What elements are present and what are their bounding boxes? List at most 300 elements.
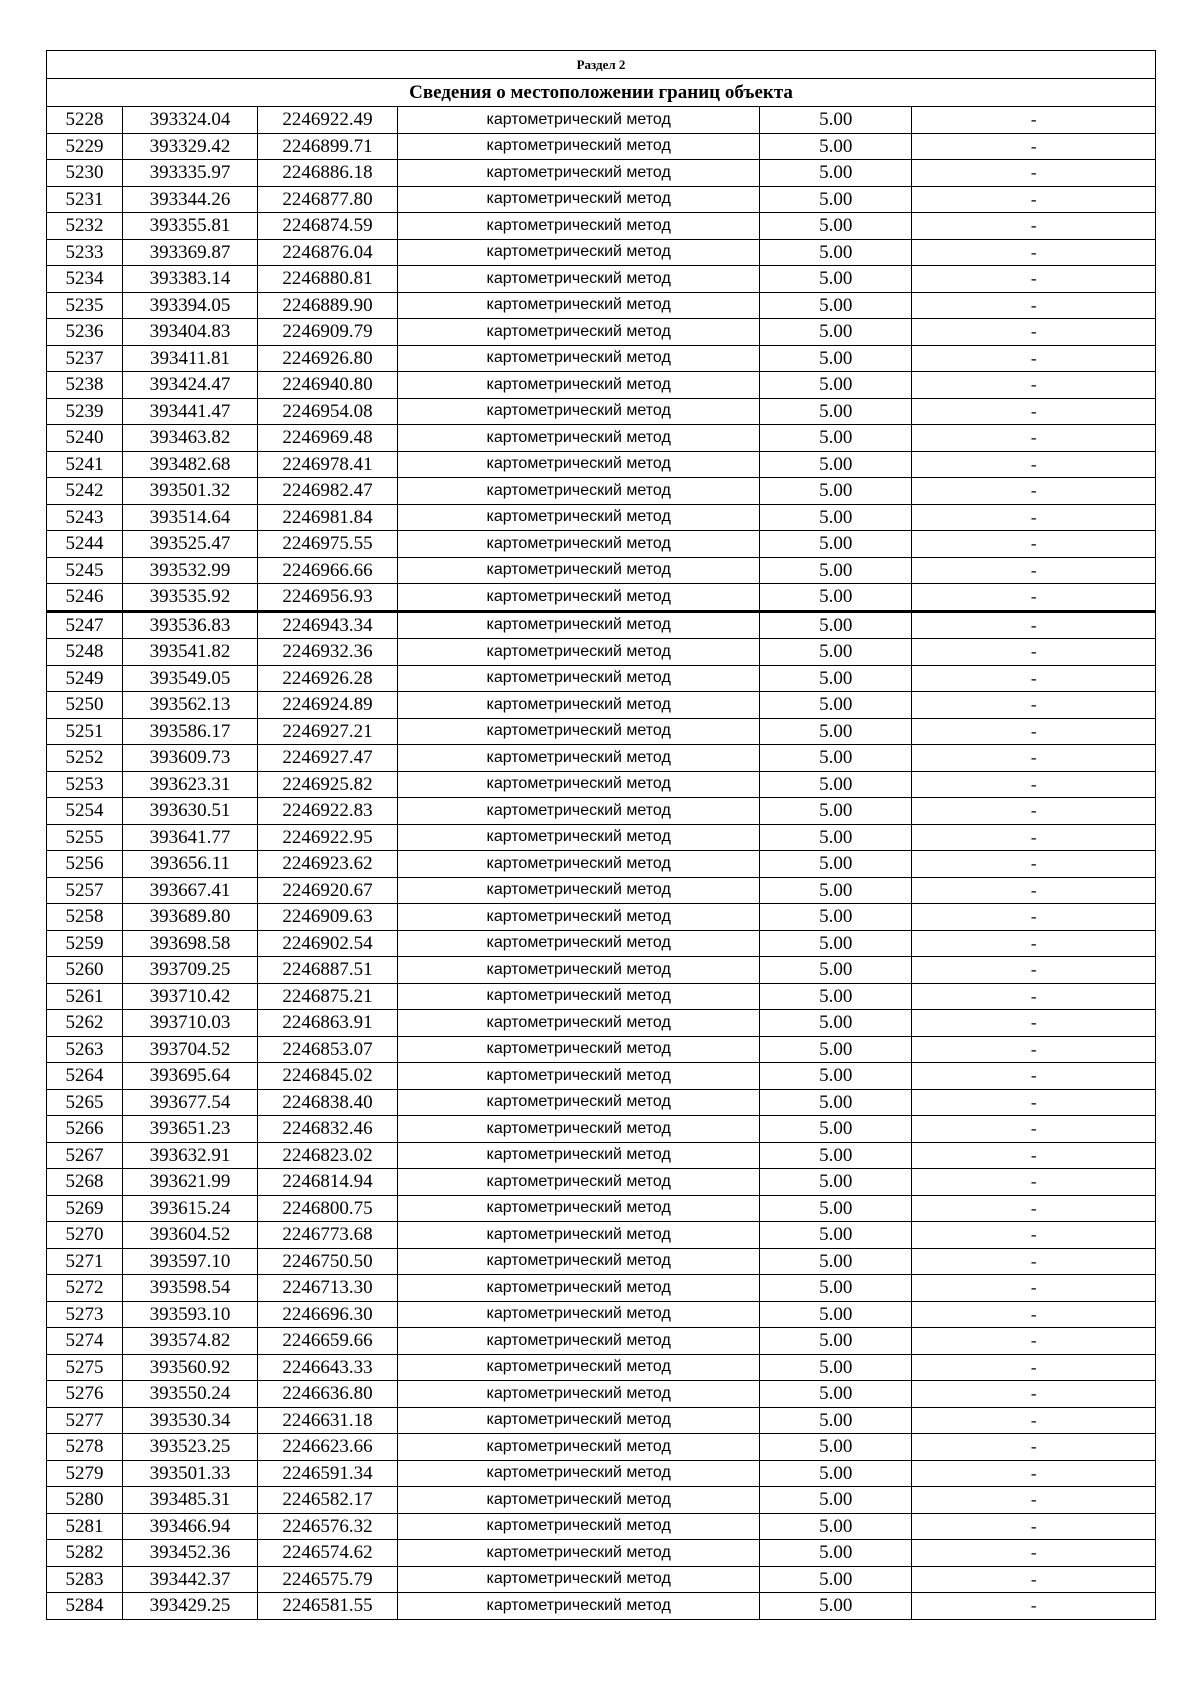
accuracy-cell: 5.00 xyxy=(760,584,912,612)
coord-y-cell: 2246969.48 xyxy=(257,425,397,452)
table-row xyxy=(47,611,1156,639)
table-row xyxy=(47,1328,1156,1355)
table-title: Сведения о местоположении границ объекта xyxy=(47,79,1156,107)
table-row xyxy=(47,133,1156,160)
method-cell: картометрический метод xyxy=(398,266,760,293)
table-row xyxy=(47,1487,1156,1514)
accuracy-cell: 5.00 xyxy=(760,319,912,346)
description-cell: - xyxy=(912,1169,1156,1196)
description-cell: - xyxy=(912,904,1156,931)
method-cell: картометрический метод xyxy=(398,1248,760,1275)
point-number-cell: 5268 xyxy=(47,1169,123,1196)
description-cell: - xyxy=(912,877,1156,904)
coord-y-cell: 2246773.68 xyxy=(257,1222,397,1249)
coord-y-cell: 2246923.62 xyxy=(257,851,397,878)
coord-y-cell: 2246978.41 xyxy=(257,451,397,478)
accuracy-cell: 5.00 xyxy=(760,266,912,293)
description-cell: - xyxy=(912,957,1156,984)
method-cell: картометрический метод xyxy=(398,1116,760,1143)
coord-y-cell: 2246574.62 xyxy=(257,1540,397,1567)
description-cell: - xyxy=(912,133,1156,160)
table-row xyxy=(47,160,1156,187)
point-number-cell: 5259 xyxy=(47,930,123,957)
method-cell: картометрический метод xyxy=(398,639,760,666)
point-number-cell: 5237 xyxy=(47,345,123,372)
accuracy-cell: 5.00 xyxy=(760,1248,912,1275)
table-row xyxy=(47,1036,1156,1063)
point-number-cell: 5257 xyxy=(47,877,123,904)
accuracy-cell: 5.00 xyxy=(760,1407,912,1434)
accuracy-cell: 5.00 xyxy=(760,107,912,134)
coord-x-cell: 393452.36 xyxy=(123,1540,258,1567)
table-row xyxy=(47,213,1156,240)
table-row xyxy=(47,345,1156,372)
method-cell: картометрический метод xyxy=(398,1222,760,1249)
coord-x-cell: 393501.32 xyxy=(123,478,258,505)
table-row xyxy=(47,1354,1156,1381)
point-number-cell: 5236 xyxy=(47,319,123,346)
table-row xyxy=(47,851,1156,878)
description-cell: - xyxy=(912,1142,1156,1169)
accuracy-cell: 5.00 xyxy=(760,718,912,745)
point-number-cell: 5234 xyxy=(47,266,123,293)
method-cell: картометрический метод xyxy=(398,692,760,719)
method-cell: картометрический метод xyxy=(398,504,760,531)
point-number-cell: 5278 xyxy=(47,1434,123,1461)
coord-x-cell: 393411.81 xyxy=(123,345,258,372)
coord-x-cell: 393550.24 xyxy=(123,1381,258,1408)
table-row xyxy=(47,1407,1156,1434)
point-number-cell: 5243 xyxy=(47,504,123,531)
method-cell: картометрический метод xyxy=(398,1010,760,1037)
method-cell: картометрический метод xyxy=(398,1089,760,1116)
accuracy-cell: 5.00 xyxy=(760,1222,912,1249)
table-row xyxy=(47,239,1156,266)
description-cell: - xyxy=(912,107,1156,134)
coord-y-cell: 2246823.02 xyxy=(257,1142,397,1169)
accuracy-cell: 5.00 xyxy=(760,957,912,984)
coord-x-cell: 393394.05 xyxy=(123,292,258,319)
coord-x-cell: 393609.73 xyxy=(123,745,258,772)
coord-y-cell: 2246659.66 xyxy=(257,1328,397,1355)
coord-x-cell: 393593.10 xyxy=(123,1301,258,1328)
method-cell: картометрический метод xyxy=(398,531,760,558)
accuracy-cell: 5.00 xyxy=(760,1381,912,1408)
description-cell: - xyxy=(912,665,1156,692)
coord-y-cell: 2246940.80 xyxy=(257,372,397,399)
method-cell: картометрический метод xyxy=(398,1513,760,1540)
coord-y-cell: 2246876.04 xyxy=(257,239,397,266)
method-cell: картометрический метод xyxy=(398,957,760,984)
method-cell: картометрический метод xyxy=(398,1036,760,1063)
table-row xyxy=(47,983,1156,1010)
description-cell: - xyxy=(912,1513,1156,1540)
table-row xyxy=(47,319,1156,346)
coord-y-cell: 2246922.49 xyxy=(257,107,397,134)
table-row xyxy=(47,718,1156,745)
point-number-cell: 5262 xyxy=(47,1010,123,1037)
table-row xyxy=(47,824,1156,851)
table-row xyxy=(47,1381,1156,1408)
table-row xyxy=(47,1195,1156,1222)
method-cell: картометрический метод xyxy=(398,319,760,346)
point-number-cell: 5249 xyxy=(47,665,123,692)
description-cell: - xyxy=(912,451,1156,478)
accuracy-cell: 5.00 xyxy=(760,1195,912,1222)
method-cell: картометрический метод xyxy=(398,1566,760,1593)
point-number-cell: 5239 xyxy=(47,398,123,425)
table-row xyxy=(47,557,1156,584)
coord-y-cell: 2246750.50 xyxy=(257,1248,397,1275)
point-number-cell: 5248 xyxy=(47,639,123,666)
point-number-cell: 5229 xyxy=(47,133,123,160)
point-number-cell: 5260 xyxy=(47,957,123,984)
coord-x-cell: 393574.82 xyxy=(123,1328,258,1355)
coord-y-cell: 2246863.91 xyxy=(257,1010,397,1037)
coord-y-cell: 2246902.54 xyxy=(257,930,397,957)
table-row xyxy=(47,451,1156,478)
description-cell: - xyxy=(912,1195,1156,1222)
accuracy-cell: 5.00 xyxy=(760,478,912,505)
table-row xyxy=(47,372,1156,399)
coord-x-cell: 393689.80 xyxy=(123,904,258,931)
point-number-cell: 5240 xyxy=(47,425,123,452)
method-cell: картометрический метод xyxy=(398,1434,760,1461)
description-cell: - xyxy=(912,771,1156,798)
coord-y-cell: 2246981.84 xyxy=(257,504,397,531)
coord-x-cell: 393667.41 xyxy=(123,877,258,904)
accuracy-cell: 5.00 xyxy=(760,1513,912,1540)
point-number-cell: 5244 xyxy=(47,531,123,558)
section-header-row xyxy=(47,51,1156,79)
method-cell: картометрический метод xyxy=(398,557,760,584)
method-cell: картометрический метод xyxy=(398,930,760,957)
coord-y-cell: 2246832.46 xyxy=(257,1116,397,1143)
point-number-cell: 5233 xyxy=(47,239,123,266)
coord-x-cell: 393630.51 xyxy=(123,798,258,825)
point-number-cell: 5273 xyxy=(47,1301,123,1328)
coord-y-cell: 2246975.55 xyxy=(257,531,397,558)
accuracy-cell: 5.00 xyxy=(760,160,912,187)
method-cell: картометрический метод xyxy=(398,1540,760,1567)
description-cell: - xyxy=(912,1460,1156,1487)
description-cell: - xyxy=(912,1248,1156,1275)
accuracy-cell: 5.00 xyxy=(760,1434,912,1461)
description-cell: - xyxy=(912,639,1156,666)
method-cell: картометрический метод xyxy=(398,1169,760,1196)
coord-x-cell: 393514.64 xyxy=(123,504,258,531)
table-row xyxy=(47,665,1156,692)
table-row xyxy=(47,478,1156,505)
description-cell: - xyxy=(912,1089,1156,1116)
section-label: Раздел 2 xyxy=(47,51,1156,79)
method-cell: картометрический метод xyxy=(398,983,760,1010)
coord-x-cell: 393560.92 xyxy=(123,1354,258,1381)
coord-y-cell: 2246943.34 xyxy=(257,611,397,639)
method-cell: картометрический метод xyxy=(398,1354,760,1381)
coord-y-cell: 2246926.80 xyxy=(257,345,397,372)
accuracy-cell: 5.00 xyxy=(760,398,912,425)
method-cell: картометрический метод xyxy=(398,718,760,745)
coord-y-cell: 2246631.18 xyxy=(257,1407,397,1434)
description-cell: - xyxy=(912,345,1156,372)
description-cell: - xyxy=(912,531,1156,558)
table-row xyxy=(47,186,1156,213)
point-number-cell: 5261 xyxy=(47,983,123,1010)
coord-x-cell: 393597.10 xyxy=(123,1248,258,1275)
accuracy-cell: 5.00 xyxy=(760,1142,912,1169)
point-number-cell: 5271 xyxy=(47,1248,123,1275)
coord-y-cell: 2246887.51 xyxy=(257,957,397,984)
coord-y-cell: 2246924.89 xyxy=(257,692,397,719)
method-cell: картометрический метод xyxy=(398,1063,760,1090)
coord-y-cell: 2246877.80 xyxy=(257,186,397,213)
method-cell: картометрический метод xyxy=(398,1593,760,1620)
description-cell: - xyxy=(912,1063,1156,1090)
coord-y-cell: 2246966.66 xyxy=(257,557,397,584)
point-number-cell: 5264 xyxy=(47,1063,123,1090)
description-cell: - xyxy=(912,1487,1156,1514)
description-cell: - xyxy=(912,824,1156,851)
method-cell: картометрический метод xyxy=(398,1381,760,1408)
method-cell: картометрический метод xyxy=(398,798,760,825)
coord-x-cell: 393536.83 xyxy=(123,611,258,639)
method-cell: картометрический метод xyxy=(398,1460,760,1487)
point-number-cell: 5231 xyxy=(47,186,123,213)
accuracy-cell: 5.00 xyxy=(760,372,912,399)
point-number-cell: 5280 xyxy=(47,1487,123,1514)
accuracy-cell: 5.00 xyxy=(760,771,912,798)
accuracy-cell: 5.00 xyxy=(760,639,912,666)
coord-y-cell: 2246922.95 xyxy=(257,824,397,851)
description-cell: - xyxy=(912,1301,1156,1328)
coord-x-cell: 393442.37 xyxy=(123,1566,258,1593)
accuracy-cell: 5.00 xyxy=(760,1169,912,1196)
method-cell: картометрический метод xyxy=(398,1195,760,1222)
table-row xyxy=(47,1540,1156,1567)
accuracy-cell: 5.00 xyxy=(760,1328,912,1355)
coord-y-cell: 2246636.80 xyxy=(257,1381,397,1408)
table-row xyxy=(47,692,1156,719)
coord-x-cell: 393525.47 xyxy=(123,531,258,558)
description-cell: - xyxy=(912,611,1156,639)
method-cell: картометрический метод xyxy=(398,186,760,213)
accuracy-cell: 5.00 xyxy=(760,1566,912,1593)
method-cell: картометрический метод xyxy=(398,345,760,372)
description-cell: - xyxy=(912,798,1156,825)
coord-x-cell: 393562.13 xyxy=(123,692,258,719)
point-number-cell: 5272 xyxy=(47,1275,123,1302)
point-number-cell: 5275 xyxy=(47,1354,123,1381)
accuracy-cell: 5.00 xyxy=(760,930,912,957)
point-number-cell: 5247 xyxy=(47,611,123,639)
accuracy-cell: 5.00 xyxy=(760,824,912,851)
accuracy-cell: 5.00 xyxy=(760,1036,912,1063)
coord-y-cell: 2246623.66 xyxy=(257,1434,397,1461)
accuracy-cell: 5.00 xyxy=(760,1275,912,1302)
description-cell: - xyxy=(912,372,1156,399)
coord-x-cell: 393709.25 xyxy=(123,957,258,984)
coord-y-cell: 2246874.59 xyxy=(257,213,397,240)
point-number-cell: 5255 xyxy=(47,824,123,851)
point-number-cell: 5254 xyxy=(47,798,123,825)
coord-x-cell: 393466.94 xyxy=(123,1513,258,1540)
method-cell: картометрический метод xyxy=(398,160,760,187)
coord-y-cell: 2246899.71 xyxy=(257,133,397,160)
description-cell: - xyxy=(912,292,1156,319)
accuracy-cell: 5.00 xyxy=(760,798,912,825)
coord-x-cell: 393335.97 xyxy=(123,160,258,187)
table-row xyxy=(47,745,1156,772)
description-cell: - xyxy=(912,1116,1156,1143)
coord-x-cell: 393621.99 xyxy=(123,1169,258,1196)
method-cell: картометрический метод xyxy=(398,745,760,772)
description-cell: - xyxy=(912,745,1156,772)
point-number-cell: 5283 xyxy=(47,1566,123,1593)
coord-y-cell: 2246696.30 xyxy=(257,1301,397,1328)
accuracy-cell: 5.00 xyxy=(760,692,912,719)
coord-x-cell: 393641.77 xyxy=(123,824,258,851)
method-cell: картометрический метод xyxy=(398,239,760,266)
point-number-cell: 5228 xyxy=(47,107,123,134)
coord-x-cell: 393586.17 xyxy=(123,718,258,745)
point-number-cell: 5256 xyxy=(47,851,123,878)
coord-y-cell: 2246880.81 xyxy=(257,266,397,293)
table-row xyxy=(47,771,1156,798)
coord-x-cell: 393535.92 xyxy=(123,584,258,612)
coord-x-cell: 393710.03 xyxy=(123,1010,258,1037)
description-cell: - xyxy=(912,213,1156,240)
table-row xyxy=(47,1434,1156,1461)
method-cell: картометрический метод xyxy=(398,478,760,505)
coord-y-cell: 2246814.94 xyxy=(257,1169,397,1196)
coord-x-cell: 393698.58 xyxy=(123,930,258,957)
description-cell: - xyxy=(912,1381,1156,1408)
coord-y-cell: 2246920.67 xyxy=(257,877,397,904)
accuracy-cell: 5.00 xyxy=(760,1460,912,1487)
description-cell: - xyxy=(912,1275,1156,1302)
coord-x-cell: 393482.68 xyxy=(123,451,258,478)
point-number-cell: 5267 xyxy=(47,1142,123,1169)
description-cell: - xyxy=(912,239,1156,266)
method-cell: картометрический метод xyxy=(398,1487,760,1514)
coord-x-cell: 393329.42 xyxy=(123,133,258,160)
coord-x-cell: 393710.42 xyxy=(123,983,258,1010)
coord-x-cell: 393632.91 xyxy=(123,1142,258,1169)
accuracy-cell: 5.00 xyxy=(760,983,912,1010)
accuracy-cell: 5.00 xyxy=(760,239,912,266)
method-cell: картометрический метод xyxy=(398,1301,760,1328)
coord-y-cell: 2246909.79 xyxy=(257,319,397,346)
accuracy-cell: 5.00 xyxy=(760,877,912,904)
coord-y-cell: 2246875.21 xyxy=(257,983,397,1010)
coord-y-cell: 2246956.93 xyxy=(257,584,397,612)
accuracy-cell: 5.00 xyxy=(760,851,912,878)
coord-x-cell: 393429.25 xyxy=(123,1593,258,1620)
coord-x-cell: 393604.52 xyxy=(123,1222,258,1249)
accuracy-cell: 5.00 xyxy=(760,531,912,558)
table-row xyxy=(47,930,1156,957)
accuracy-cell: 5.00 xyxy=(760,1540,912,1567)
table-row xyxy=(47,425,1156,452)
title-header-row xyxy=(47,79,1156,107)
table-row xyxy=(47,1063,1156,1090)
method-cell: картометрический метод xyxy=(398,1328,760,1355)
coord-y-cell: 2246582.17 xyxy=(257,1487,397,1514)
accuracy-cell: 5.00 xyxy=(760,1301,912,1328)
point-number-cell: 5230 xyxy=(47,160,123,187)
description-cell: - xyxy=(912,425,1156,452)
table-row xyxy=(47,1513,1156,1540)
accuracy-cell: 5.00 xyxy=(760,611,912,639)
description-cell: - xyxy=(912,1010,1156,1037)
method-cell: картометрический метод xyxy=(398,425,760,452)
point-number-cell: 5250 xyxy=(47,692,123,719)
point-number-cell: 5258 xyxy=(47,904,123,931)
coord-x-cell: 393523.25 xyxy=(123,1434,258,1461)
boundary-coordinates-table xyxy=(46,50,1156,1620)
method-cell: картометрический метод xyxy=(398,771,760,798)
description-cell: - xyxy=(912,584,1156,612)
accuracy-cell: 5.00 xyxy=(760,425,912,452)
coord-y-cell: 2246927.21 xyxy=(257,718,397,745)
table-row xyxy=(47,1301,1156,1328)
method-cell: картометрический метод xyxy=(398,107,760,134)
coord-y-cell: 2246954.08 xyxy=(257,398,397,425)
point-number-cell: 5238 xyxy=(47,372,123,399)
coord-y-cell: 2246838.40 xyxy=(257,1089,397,1116)
table-row xyxy=(47,877,1156,904)
table-row xyxy=(47,1010,1156,1037)
point-number-cell: 5246 xyxy=(47,584,123,612)
point-number-cell: 5282 xyxy=(47,1540,123,1567)
table-row xyxy=(47,639,1156,666)
coord-x-cell: 393441.47 xyxy=(123,398,258,425)
description-cell: - xyxy=(912,1566,1156,1593)
accuracy-cell: 5.00 xyxy=(760,665,912,692)
description-cell: - xyxy=(912,478,1156,505)
method-cell: картометрический метод xyxy=(398,665,760,692)
coord-x-cell: 393344.26 xyxy=(123,186,258,213)
point-number-cell: 5274 xyxy=(47,1328,123,1355)
description-cell: - xyxy=(912,692,1156,719)
point-number-cell: 5253 xyxy=(47,771,123,798)
point-number-cell: 5242 xyxy=(47,478,123,505)
method-cell: картометрический метод xyxy=(398,292,760,319)
table-row xyxy=(47,584,1156,612)
description-cell: - xyxy=(912,1222,1156,1249)
coord-x-cell: 393656.11 xyxy=(123,851,258,878)
coord-y-cell: 2246982.47 xyxy=(257,478,397,505)
point-number-cell: 5265 xyxy=(47,1089,123,1116)
description-cell: - xyxy=(912,718,1156,745)
point-number-cell: 5269 xyxy=(47,1195,123,1222)
coord-x-cell: 393501.33 xyxy=(123,1460,258,1487)
coord-x-cell: 393677.54 xyxy=(123,1089,258,1116)
method-cell: картометрический метод xyxy=(398,133,760,160)
accuracy-cell: 5.00 xyxy=(760,504,912,531)
method-cell: картометрический метод xyxy=(398,1142,760,1169)
method-cell: картометрический метод xyxy=(398,904,760,931)
description-cell: - xyxy=(912,1328,1156,1355)
description-cell: - xyxy=(912,851,1156,878)
coord-y-cell: 2246576.32 xyxy=(257,1513,397,1540)
table-row xyxy=(47,1116,1156,1143)
accuracy-cell: 5.00 xyxy=(760,904,912,931)
table-row xyxy=(47,1169,1156,1196)
accuracy-cell: 5.00 xyxy=(760,557,912,584)
coord-y-cell: 2246925.82 xyxy=(257,771,397,798)
